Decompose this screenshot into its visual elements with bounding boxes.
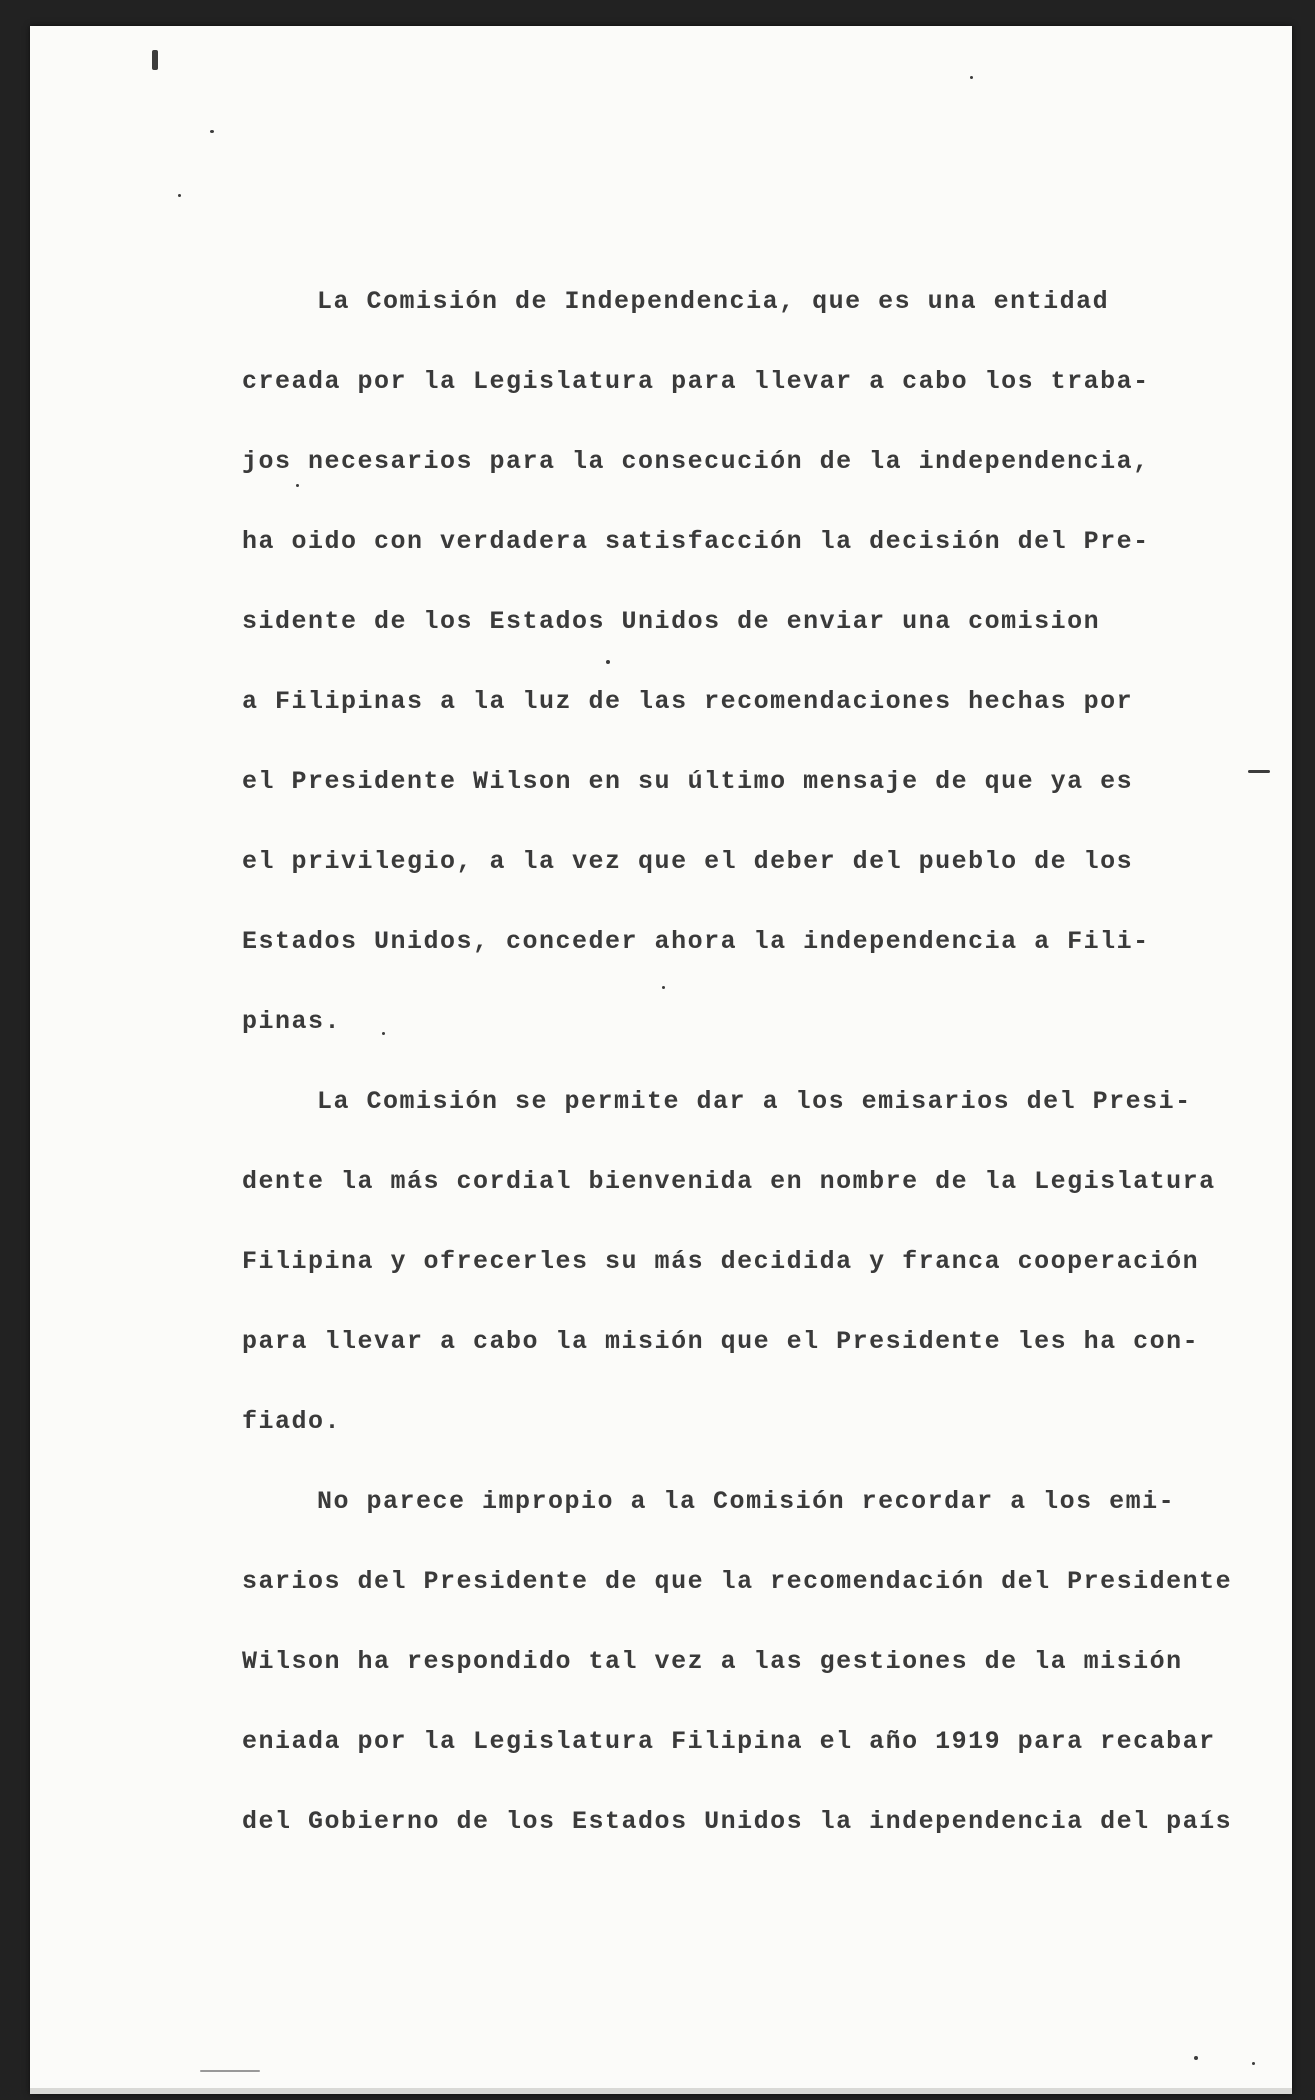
text-line: del Gobierno de los Estados Unidos la independencia del país bbox=[242, 1807, 1233, 1836]
document-body bbox=[242, 262, 1233, 1862]
text-line: para llevar a cabo la misión que el Presidente les ha con- bbox=[242, 1327, 1200, 1356]
scan-speck bbox=[970, 76, 973, 79]
paragraph-3 bbox=[242, 1462, 1233, 1862]
text-line: creada por la Legislatura para llevar a cabo los traba- bbox=[242, 367, 1150, 396]
text-line: pinas. bbox=[242, 1007, 342, 1036]
paragraph-2 bbox=[242, 1062, 1216, 1462]
punch-mark bbox=[152, 50, 158, 70]
text-line: eniada por la Legislatura Filipina el año 1919 para recabar bbox=[242, 1727, 1216, 1756]
text-line: fiado. bbox=[242, 1407, 342, 1436]
text-line: jos necesarios para la consecución de la independencia, bbox=[242, 447, 1150, 476]
text-line: Estados Unidos, conceder ahora la independencia a Fili- bbox=[242, 927, 1150, 956]
text-line: La Comisión de Independencia, que es una entidad bbox=[317, 287, 1110, 316]
scan-speck bbox=[1252, 2062, 1255, 2065]
paragraph-1 bbox=[242, 262, 1202, 1062]
scan-speck bbox=[1194, 2056, 1198, 2060]
text-line: No parece impropio a la Comisión recordar a los emi- bbox=[317, 1487, 1176, 1516]
text-line: Wilson ha respondido tal vez a las gestiones de la misión bbox=[242, 1647, 1183, 1676]
text-line: sidente de los Estados Unidos de enviar una comision bbox=[242, 607, 1101, 636]
text-line: el Presidente Wilson en su último mensaje de que ya es bbox=[242, 767, 1134, 796]
scan-speck bbox=[210, 130, 214, 133]
scan-speck bbox=[1248, 770, 1270, 773]
text-line: el privilegio, a la vez que el deber del pueblo de los bbox=[242, 847, 1134, 876]
text-line: dente la más cordial bienvenida en nombre de la Legislatura bbox=[242, 1167, 1216, 1196]
text-line: Filipina y ofrecerles su más decidida y franca cooperación bbox=[242, 1247, 1200, 1276]
text-line: La Comisión se permite dar a los emisarios del Presi- bbox=[317, 1087, 1192, 1116]
scan-speck bbox=[200, 2070, 260, 2072]
scan-speck bbox=[178, 194, 181, 197]
text-line: a Filipinas a la luz de las recomendaciones hechas por bbox=[242, 687, 1134, 716]
text-line: sarios del Presidente de que la recomendación del Presidente bbox=[242, 1567, 1233, 1596]
text-line: ha oido con verdadera satisfacción la decisión del Pre- bbox=[242, 527, 1150, 556]
